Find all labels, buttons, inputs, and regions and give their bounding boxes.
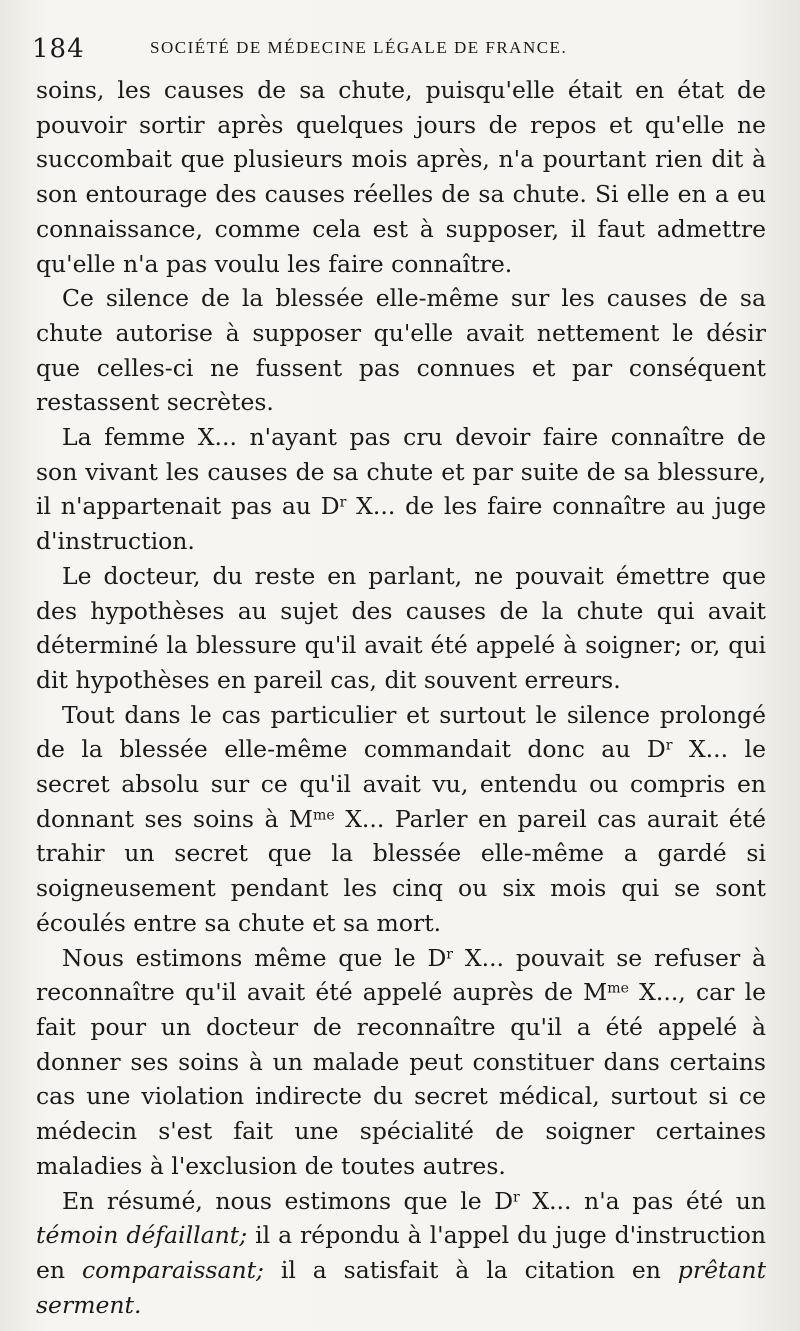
running-head: SOCIÉTÉ DE MÉDECINE LÉGALE DE FRANCE. bbox=[150, 38, 568, 57]
paragraph-7-text-a: En résumé, nous estimons que le D bbox=[62, 1186, 514, 1215]
paragraph-4: Le docteur, du reste en parlant, ne pouvait émettre que des hypothèses au sujet des causes de la chute qui avait déterminé la blessure qu'il avait été appelé à soigner; or, qui dit hypothèses en pareil cas, dit souvent erreurs. bbox=[36, 561, 766, 694]
doctor-abbrev-sup: r bbox=[665, 737, 673, 754]
italic-term-temoin-defaillant: témoin défaillant; bbox=[36, 1221, 248, 1250]
paragraph-1: soins, les causes de sa chute, puisqu'elle était en état de pouvoir sortir après quelques jours de repos et qu'elle ne succombait que plusieurs mois après, n'a pourtant rien dit à son entourage des causes réelles de sa chute. Si elle en a eu connaissance, comme cela est à supposer, il faut admettre qu'elle n'a pas voulu les faire connaître. bbox=[36, 76, 766, 278]
doctor-abbrev-sup: r bbox=[513, 1188, 520, 1205]
paragraph-5 bbox=[36, 698, 766, 941]
paragraph-7-text-d: il a satisfait à la citation en bbox=[263, 1255, 678, 1284]
page-number: 184 bbox=[32, 34, 85, 64]
paragraph-6-text-c: X..., car le fait pour un docteur de reconnaître qu'il a été appelé à donner ses soins à un malade peut constituer dans certains cas une violation indirecte du secret médical, surtout si ce médecin s'est fait une spécialité de soigner certaines maladies à l'exclusion de toutes autres. bbox=[36, 978, 766, 1180]
paragraph-7-text-c: il a répondu à l'appel du juge d'instruction en bbox=[36, 1221, 767, 1284]
body-text bbox=[36, 73, 766, 1322]
doctor-abbrev-sup: r bbox=[446, 945, 454, 962]
paragraph-6-text-a: Nous estimons même que le D bbox=[62, 943, 447, 972]
paragraph-6-text-b: X... pouvait se refuser à reconnaître qu'il avait été appelé auprès de M bbox=[36, 943, 767, 1007]
paragraph-3 bbox=[36, 420, 766, 559]
paragraph-5-text-a: Tout dans le cas particulier et surtout le silence prolongé de la blessée elle-même commandait donc au D bbox=[36, 700, 766, 764]
paragraph-7 bbox=[36, 1184, 766, 1323]
madame-abbrev-sup: me bbox=[313, 807, 335, 824]
paragraph-3-text-a: La femme X... n'ayant pas cru devoir faire connaître de son vivant les causes de sa chute et par suite de sa blessure, il n'appartenait pas au D bbox=[36, 423, 766, 521]
paragraph-7-text-b: X... n'a pas été un bbox=[519, 1186, 766, 1215]
page-header bbox=[32, 32, 760, 66]
doctor-abbrev-sup: r bbox=[339, 494, 347, 511]
italic-term-pretant-serment: prêtant serment. bbox=[36, 1255, 767, 1319]
paragraph-6 bbox=[36, 941, 766, 1184]
madame-abbrev-sup: me bbox=[607, 980, 629, 997]
paragraph-5-text-c: X... Parler en pareil cas aurait été trahir un secret que la blessée elle-même a gardé si soigneusement pendant les cinq ou six mois qui se sont écoulés entre sa chute et sa mort. bbox=[36, 804, 766, 937]
paragraph-3-text-b: X... de les faire connaître au juge d'instruction. bbox=[36, 492, 767, 556]
paragraph-2: Ce silence de la blessée elle-même sur les causes de sa chute autorise à supposer qu'elle avait nettement le désir que celles-ci ne fussent pas connues et par conséquent restassent secrètes. bbox=[36, 284, 766, 417]
paragraph-5-text-b: X... le secret absolu sur ce qu'il avait vu, entendu ou compris en donnant ses soins à M bbox=[36, 735, 766, 833]
italic-term-comparaissant: comparaissant; bbox=[81, 1255, 264, 1284]
